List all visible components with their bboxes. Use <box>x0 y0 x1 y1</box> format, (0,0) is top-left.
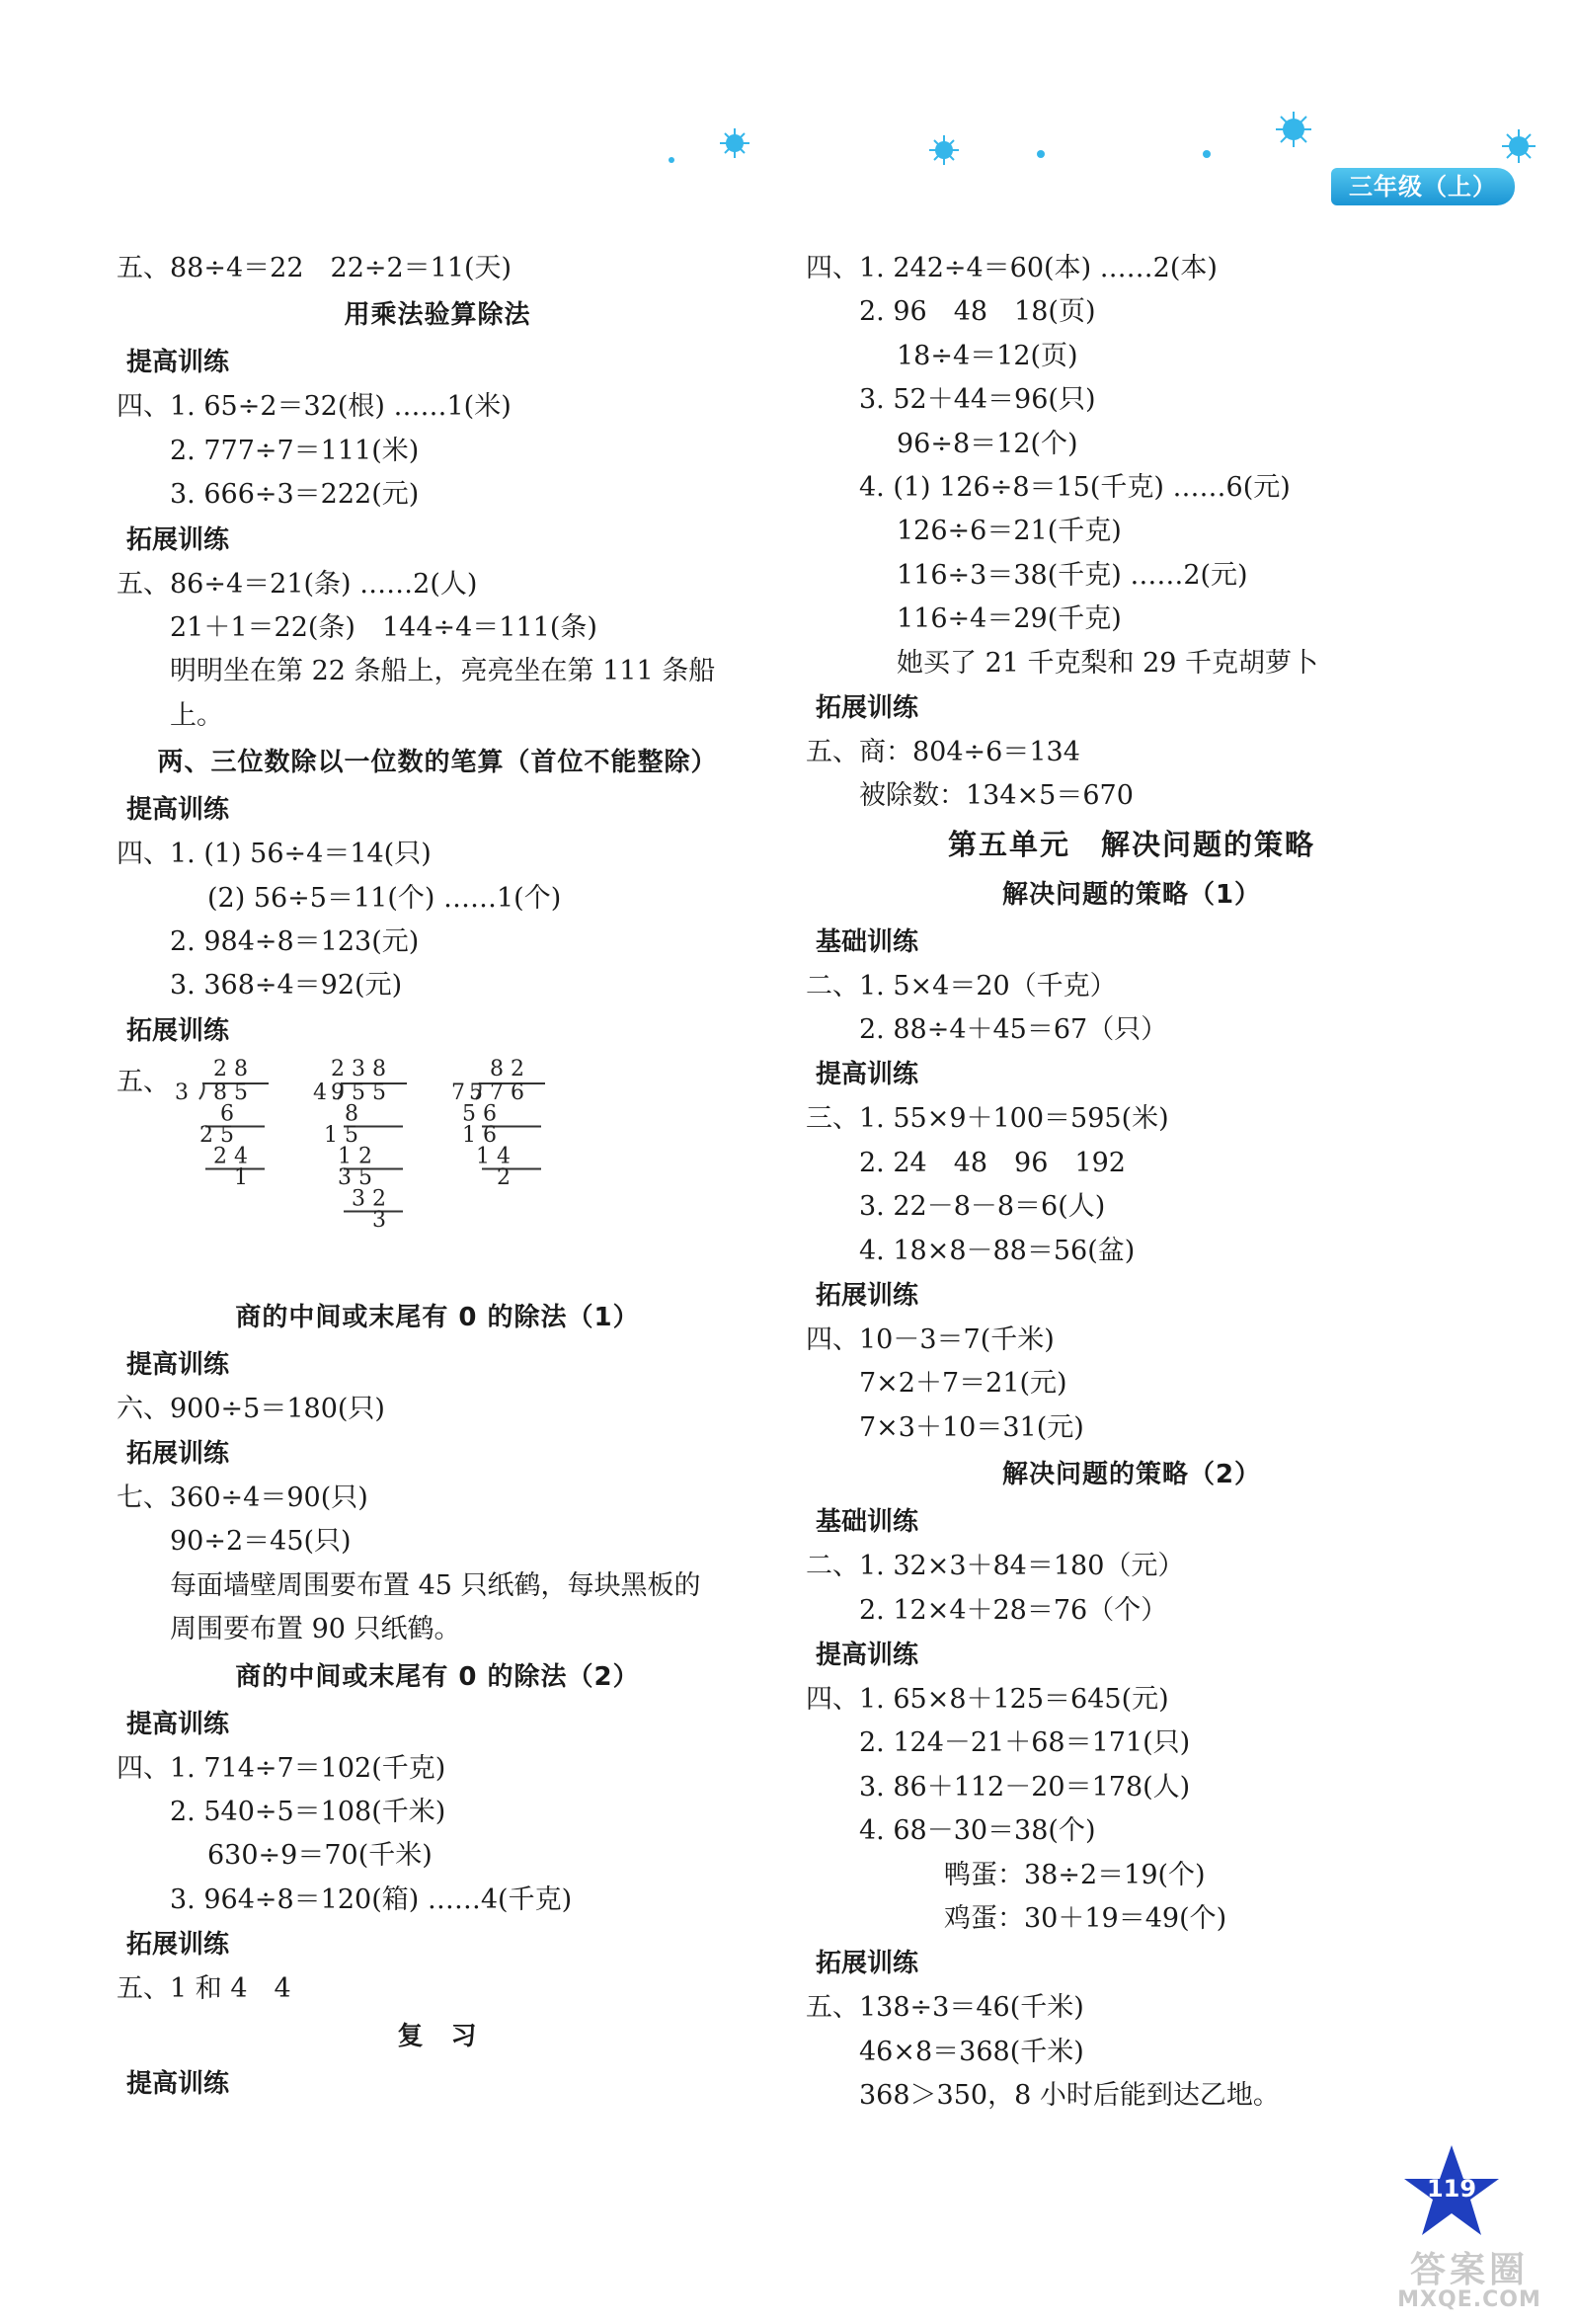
training-heading: 拓展训练 <box>126 1930 230 1961</box>
division-quotient: 238 <box>331 1056 393 1082</box>
division-step: 12 <box>338 1144 379 1169</box>
answer-line: 3. 22－8－8＝6(人) <box>859 1191 1106 1223</box>
answer-line: 21＋1＝22(条) 144÷4＝111(条) <box>170 611 597 643</box>
answer-line: 2. 777÷7＝111(米) <box>170 435 420 466</box>
division-step: 56 <box>462 1101 504 1127</box>
training-heading: 拓展训练 <box>126 524 230 555</box>
answer-line: 4. (1) 126÷8＝15(千克) ……6(元) <box>859 471 1291 503</box>
section-heading: 复 习 <box>397 2021 478 2051</box>
answer-line: 二、1. 5×4＝20（千克） <box>806 970 1117 1002</box>
answer-line: 上。 <box>170 699 223 731</box>
training-heading: 提高训练 <box>126 1709 230 1739</box>
answer-line: 五、1 和 4 4 <box>117 1973 291 2005</box>
training-heading: 提高训练 <box>816 1640 919 1670</box>
answer-line: 116÷3＝38(千克) ……2(元) <box>897 559 1248 591</box>
dot-icon <box>669 157 674 163</box>
training-heading: 提高训练 <box>126 2068 230 2099</box>
section-heading: 两、三位数除以一位数的笔算（首位不能整除） <box>157 748 718 778</box>
division-step: 8 <box>345 1101 365 1127</box>
answer-line: 96÷8＝12(个) <box>897 428 1078 459</box>
answer-line: 周围要布置 90 只纸鹤。 <box>170 1614 461 1645</box>
training-heading: 拓展训练 <box>816 1949 919 1979</box>
section-heading: 商的中间或末尾有 0 的除法（1） <box>235 1302 640 1332</box>
answer-line: 三、1. 55×9＋100＝595(米) <box>806 1103 1169 1135</box>
division-step: 14 <box>476 1144 517 1169</box>
answer-line: 二、1. 32×3＋84＝180（元） <box>806 1551 1185 1582</box>
dot-icon <box>1037 150 1045 158</box>
answer-line: 2. 88÷4＋45＝67（只） <box>859 1014 1168 1046</box>
answer-line: 126÷6＝21(千克) <box>897 516 1122 547</box>
answer-line: 四、1. 714÷7＝102(千克) <box>117 1752 446 1784</box>
section-heading: 解决问题的策略（2） <box>1001 1460 1262 1490</box>
division-dividend: 85 <box>213 1080 255 1105</box>
answer-line: 四、1. 65×8＋125＝645(元) <box>806 1683 1169 1715</box>
answer-line: 五、86÷4＝21(条) ……2(人) <box>117 568 478 600</box>
division-step: 6 <box>220 1101 241 1127</box>
answer-line: 368＞350，8 小时后能到达乙地。 <box>859 2080 1280 2112</box>
long-division-figures <box>166 1054 581 1293</box>
answer-line: 五、商：804÷6＝134 <box>806 736 1080 767</box>
answer-line: 4. 18×8－88＝56(盆) <box>859 1235 1136 1266</box>
answer-line: 七、360÷4＝90(只) <box>117 1483 368 1514</box>
division-step: 25 <box>199 1122 241 1148</box>
answer-line: 7×2＋7＝21(元) <box>859 1368 1067 1400</box>
answer-line: 3. 666÷3＝222(元) <box>170 479 420 511</box>
answer-line: 3. 52＋44＝96(只) <box>859 384 1096 416</box>
division-quotient: 28 <box>213 1056 255 1082</box>
left-column <box>117 247 758 2107</box>
grade-badge: 三年级（上） <box>1331 168 1515 205</box>
answer-line: 四、1. 242÷4＝60(本) ……2(本) <box>806 253 1218 283</box>
division-step: 2 <box>497 1164 517 1190</box>
answer-line: 被除数：134×5＝670 <box>859 780 1134 812</box>
dot-icon <box>1203 150 1211 158</box>
division-step: 3 <box>372 1207 393 1233</box>
answer-line: 明明坐在第 22 条船上，亮亮坐在第 111 条船 <box>170 656 716 687</box>
answer-line: 630÷9＝70(千米) <box>207 1840 433 1872</box>
training-heading: 提高训练 <box>816 1060 919 1090</box>
division-divisor: 4 <box>313 1080 334 1105</box>
right-column <box>806 247 1458 2119</box>
division-step: 1 <box>234 1164 255 1190</box>
answer-line: 90÷2＝45(只) <box>170 1526 352 1558</box>
answer-line: 2. 24 48 96 192 <box>859 1147 1126 1178</box>
division-step: 16 <box>462 1122 504 1148</box>
answer-line: 五、138÷3＝46(千米) <box>806 1992 1084 2024</box>
watermark-title: 答案圈 <box>1409 2250 1529 2290</box>
answer-line: 2. 540÷5＝108(千米) <box>170 1797 446 1828</box>
section-heading: 用乘法验算除法 <box>344 300 531 331</box>
answer-line: 7×3＋10＝31(元) <box>859 1411 1084 1443</box>
division-quotient: 82 <box>490 1056 531 1082</box>
division-dividend: 576 <box>469 1080 531 1105</box>
division-step: 15 <box>324 1122 365 1148</box>
answer-line: 2. 984÷8＝123(元) <box>170 925 420 957</box>
unit-heading: 第五单元 解决问题的策略 <box>947 827 1315 861</box>
training-heading: 提高训练 <box>126 795 230 826</box>
watermark-logo <box>1373 2242 1566 2319</box>
division-divisor: 7 <box>451 1080 472 1105</box>
division-dividend: 955 <box>331 1080 393 1105</box>
division-step: 24 <box>213 1144 255 1169</box>
training-heading: 拓展训练 <box>816 1281 919 1312</box>
division-step: 32 <box>352 1186 393 1212</box>
answer-line: 每面墙壁周围要布置 45 只纸鹤，每块黑板的 <box>170 1569 701 1601</box>
training-heading: 拓展训练 <box>126 1015 230 1046</box>
answer-line: 四、1. (1) 56÷4＝14(只) <box>117 839 432 870</box>
answer-line: 鸡蛋：30＋19＝49(个) <box>944 1902 1227 1934</box>
watermark-url: MXQE.COM <box>1397 2287 1541 2312</box>
section-heading: 解决问题的策略（1） <box>1001 879 1262 910</box>
answer-line: 3. 368÷4＝92(元) <box>170 970 403 1002</box>
training-heading: 提高训练 <box>126 1349 230 1380</box>
answer-line: 她买了 21 千克梨和 29 千克胡萝卜 <box>897 647 1319 679</box>
training-heading: 基础训练 <box>816 1507 919 1538</box>
long-division-block <box>117 1054 758 1293</box>
section-heading: 商的中间或末尾有 0 的除法（2） <box>235 1661 640 1692</box>
answer-line: 116÷4＝29(千克) <box>897 603 1122 635</box>
answer-line: 46×8＝368(千米) <box>859 2036 1084 2067</box>
training-heading: 拓展训练 <box>126 1439 230 1470</box>
answer-line: 3. 964÷8＝120(箱) ……4(千克) <box>170 1883 573 1915</box>
answer-line: 2. 96 48 18(页) <box>859 296 1096 328</box>
answer-line: (2) 56÷5＝11(个) ……1(个) <box>207 882 562 914</box>
answer-line: 四、1. 65÷2＝32(根) ……1(米) <box>117 391 512 423</box>
training-heading: 拓展训练 <box>816 692 919 723</box>
training-heading: 基础训练 <box>816 926 919 957</box>
page-number: 119 <box>1426 2175 1477 2203</box>
answer-line: 2. 12×4＋28＝76（个） <box>859 1594 1168 1626</box>
answer-line: 3. 86＋112－20＝178(人) <box>859 1771 1191 1803</box>
answer-line: 4. 68－30＝38(个) <box>859 1815 1096 1847</box>
answer-line: 18÷4＝12(页) <box>897 340 1078 371</box>
answer-line: 五、88÷4＝22 22÷2＝11(天) <box>117 253 512 283</box>
answer-line: 六、900÷5＝180(只) <box>117 1393 385 1424</box>
training-heading: 提高训练 <box>126 348 230 378</box>
question-label: 五、 <box>117 1066 170 1097</box>
answer-line: 四、10－3＝7(千米) <box>806 1324 1055 1356</box>
division-step: 35 <box>338 1164 379 1190</box>
division-divisor: 3 <box>175 1080 196 1105</box>
answer-line: 2. 124－21＋68＝171(只) <box>859 1727 1191 1759</box>
answer-line: 鸭蛋：38÷2＝19(个) <box>944 1859 1206 1890</box>
